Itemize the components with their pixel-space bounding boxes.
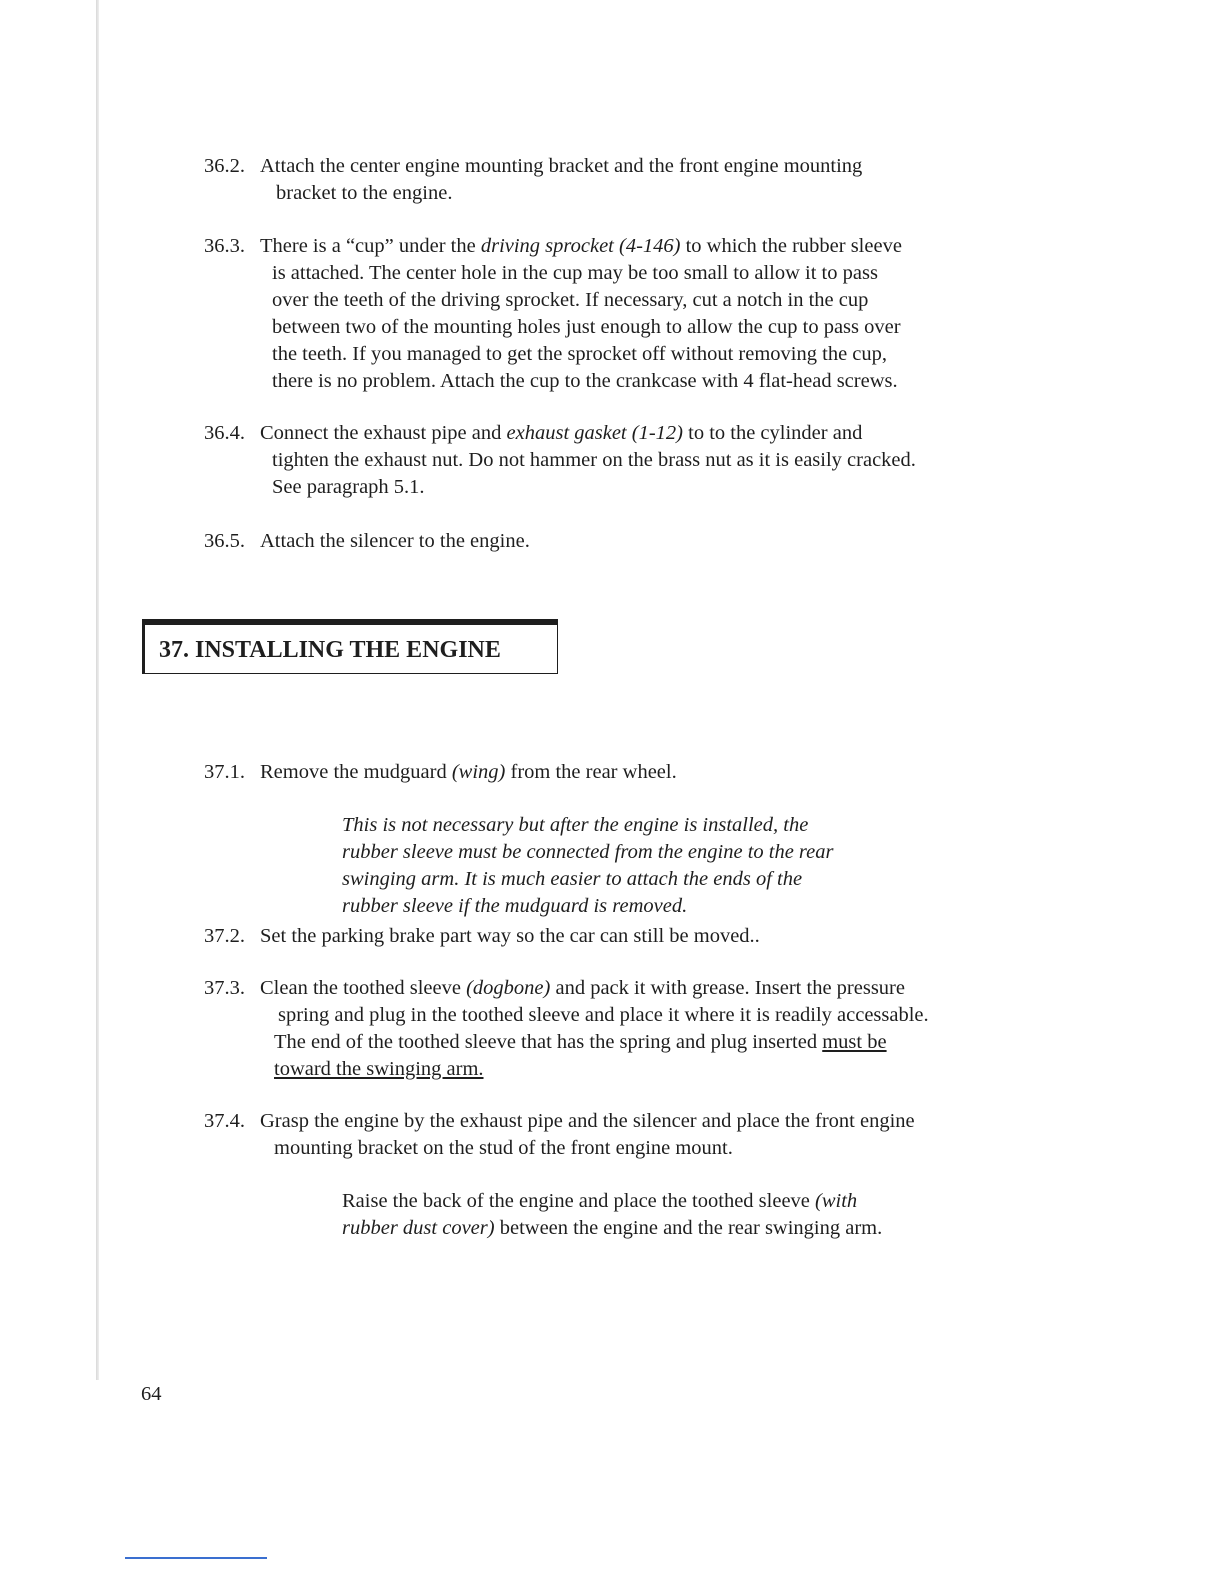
paragraph-text: Clean the toothed sleeve [260,977,467,999]
part-reference: exhaust gasket (1-12) [506,422,683,444]
paragraph-number: 37.4. [204,1110,245,1132]
emphasis-underline: must be [822,1031,887,1053]
paragraph-text: Connect the exhaust pipe and [260,422,507,444]
paragraph-number: 36.2. [204,155,245,177]
term-alias: (dogbone) [466,977,551,999]
paragraph-text: There is a “cup” under the [260,235,481,257]
note-italic: rubber dust cover) [342,1217,495,1239]
paragraph-text: Attach the silencer to the engine. [260,530,530,552]
paragraph-number: 36.3. [204,235,245,257]
paragraph-number: 36.5. [204,530,245,552]
note-text: rubber sleeve must be connected from the engine to the rear [342,841,834,863]
paragraph-number: 37.3. [204,977,245,999]
paragraph-text: Set the parking brake part way so the car can still be moved.. [260,925,760,947]
section-heading: 37. INSTALLING THE ENGINE [159,637,501,663]
note-mudguard [342,812,833,920]
paragraph-number: 37.2. [204,925,245,947]
paragraph-text: See paragraph 5.1. [272,476,425,498]
note-text: Raise the back of the engine and place the toothed sleeve [342,1190,816,1212]
note-text: This is not necessary but after the engine is installed, the [342,814,809,836]
paragraph-text: over the teeth of the driving sprocket. If necessary, cut a notch in the cup [272,289,869,311]
paragraph-text: bracket to the engine. [276,182,453,204]
paragraph-text: from the rear wheel. [505,761,677,783]
paragraph-text: The end of the toothed sleeve that has the spring and plug inserted [274,1031,823,1053]
paragraph-text: Attach the center engine mounting bracket and the front engine mounting [260,155,863,177]
paragraph-text: to to the cylinder and [683,422,863,444]
term-alias: (wing) [451,761,506,783]
paragraph-37-4 [204,1108,915,1162]
note-toothed-sleeve [342,1188,882,1242]
paragraph-text: Remove the mudguard [260,761,452,783]
paragraph-37-1 [204,759,677,786]
paragraph-text: the teeth. If you managed to get the sprocket off without removing the cup, [272,343,888,365]
paragraph-37-2 [204,923,760,950]
paragraph-37-3 [204,975,929,1083]
paragraph-text: there is no problem. Attach the cup to the crankcase with 4 flat-head screws. [272,370,898,392]
paragraph-text: mounting bracket on the stud of the front engine mount. [274,1137,733,1159]
footnote-rule [125,1557,267,1559]
paragraph-36-4 [204,420,916,501]
note-text: swinging arm. It is much easier to attach the ends of the [342,868,803,890]
emphasis-underline: toward the swinging arm. [274,1058,484,1080]
paragraph-number: 37.1. [204,761,245,783]
scan-edge [96,0,99,1380]
paragraph-text: is attached. The center hole in the cup may be too small to allow it to pass [272,262,878,284]
note-text: between the engine and the rear swinging arm. [494,1217,883,1239]
paragraph-text: Grasp the engine by the exhaust pipe and the silencer and place the front engine [260,1110,915,1132]
part-reference: driving sprocket (4-146) [480,235,681,257]
paragraph-text: between two of the mounting holes just enough to allow the cup to pass over [272,316,901,338]
paragraph-text: to which the rubber sleeve [680,235,902,257]
paragraph-text: spring and plug in the toothed sleeve and place it where it is readily accessable. [278,1004,929,1026]
paragraph-36-3 [204,233,902,395]
paragraph-36-2 [204,153,862,207]
note-italic: (with [815,1190,858,1212]
paragraph-36-5 [204,528,530,555]
paragraph-text: tighten the exhaust nut. Do not hammer on the brass nut as it is easily cracked. [272,449,916,471]
paragraph-text: and pack it with grease. Insert the pressure [550,977,905,999]
note-text: rubber sleeve if the mudguard is removed. [342,895,688,917]
page-number: 64 [141,1383,162,1405]
paragraph-number: 36.4. [204,422,245,444]
section-heading-box [142,619,558,674]
